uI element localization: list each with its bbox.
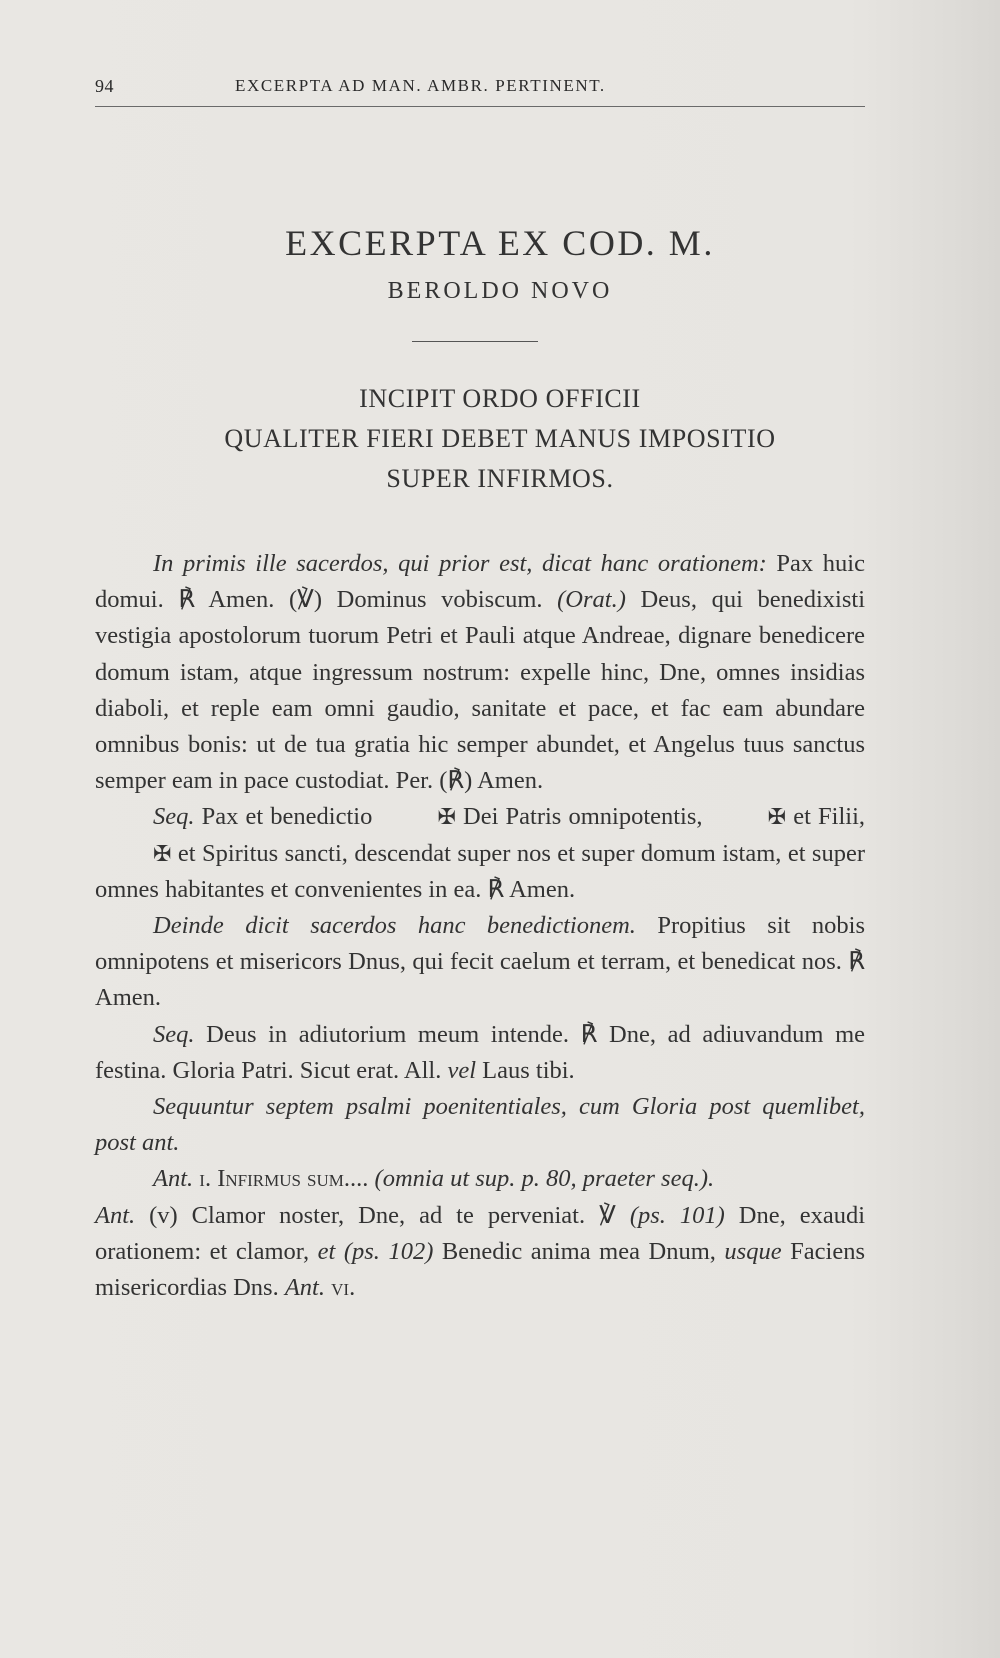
text: Laus tibi.	[476, 1056, 575, 1084]
rubric: Seq.	[153, 1020, 195, 1048]
text: Faciens misericordias Dns.	[95, 1237, 865, 1302]
paragraph-5	[95, 1089, 865, 1161]
rubric: Seq.	[153, 803, 195, 831]
running-head	[95, 76, 865, 107]
text: Deus, qui benedixisti vestigia apostolorum tuorum Petri et Pauli atque Andreae, dignare benedicere domum istam, atque ingressum nostrum: expelle hinc, Dne, omnes insidias diaboli, et reple eam omni gaudio, sanitate et pace, et fac eam abundare omnibus bonis: ut de tua gratia hic semper abundet, et Angelus tuus sanctus semper eam in pace custodiat. Per. (℟) Amen.	[95, 586, 866, 795]
body-text	[95, 546, 865, 1306]
running-title: EXCERPTA AD MAN. AMBR. PERTINENT.	[235, 76, 606, 95]
paragraph-6	[95, 1161, 865, 1197]
main-title: EXCERPTA EX COD. M.	[285, 223, 715, 263]
rubric: et (ps. 102)	[317, 1237, 434, 1265]
text: Pax huic domui. ℟ Amen. (℣) Dominus vobiscum.	[95, 550, 865, 614]
section-heading-line-1: INCIPIT ORDO OFFICII	[359, 384, 641, 413]
text: et Filii,	[786, 803, 865, 831]
cross-icon: ✠	[153, 840, 172, 866]
rubric: vel	[447, 1056, 477, 1084]
text: Dne, exaudi orationem: et clamor,	[95, 1201, 866, 1265]
paragraph-7	[95, 1198, 865, 1307]
text: Pax et benedictio	[194, 803, 380, 831]
paragraph-2	[95, 799, 865, 908]
cross-icon: ✠	[767, 804, 787, 830]
sub-title: BEROLDO NOVO	[387, 278, 613, 304]
text: (v) Clamor noster, Dne, ad te perveniat. ℣	[135, 1201, 630, 1229]
text: Deus in adiutorium meum intende. ℟ Dne, ad adiuvandum me festina. Gloria Patri. Sicut erat. All.	[95, 1020, 865, 1084]
title-rule	[412, 341, 538, 342]
paragraph-3	[95, 908, 865, 1017]
text: i. Infirmus sum....	[193, 1165, 375, 1193]
section-heading-line-3: SUPER INFIRMOS.	[386, 464, 614, 493]
rubric: Ant.	[95, 1201, 136, 1229]
rubric: (ps. 101)	[629, 1201, 725, 1229]
text: Dei Patris omnipotentis,	[455, 803, 710, 831]
section-heading-line-2: QUALITER FIERI DEBET MANUS IMPOSITIO	[224, 424, 776, 453]
rubric: In primis ille sacerdos, qui prior est, dicat hanc orationem:	[153, 550, 767, 577]
paragraph-1	[95, 546, 865, 799]
rubric: Ant.	[153, 1165, 194, 1193]
text: et Spiritus sancti, descendat super nos et super domum istam, et super omnes habitantes et convenientes in ea. ℟ Amen.	[95, 839, 865, 903]
rubric: Ant.	[284, 1274, 325, 1302]
rubric: usque	[724, 1237, 782, 1265]
text: Propitius sit nobis omnipotens et misericors Dnus, qui fecit caelum et terram, et benedicat nos. ℟ Amen.	[95, 912, 865, 1012]
page-number: 94	[95, 76, 114, 96]
cross-icon: ✠	[437, 804, 456, 830]
rubric: Deinde dicit sacerdos hanc benedictionem.	[153, 912, 636, 940]
rubric: (Orat.)	[557, 586, 626, 614]
paragraph-4	[95, 1017, 865, 1089]
rubric: Sequuntur septem psalmi poenitentiales, cum Gloria post quemlibet, post ant.	[95, 1093, 865, 1157]
text: vi.	[325, 1274, 356, 1302]
text: Benedic anima mea Dnum,	[433, 1237, 725, 1265]
rubric: (omnia ut sup. p. 80, praeter seq.).	[374, 1165, 715, 1193]
